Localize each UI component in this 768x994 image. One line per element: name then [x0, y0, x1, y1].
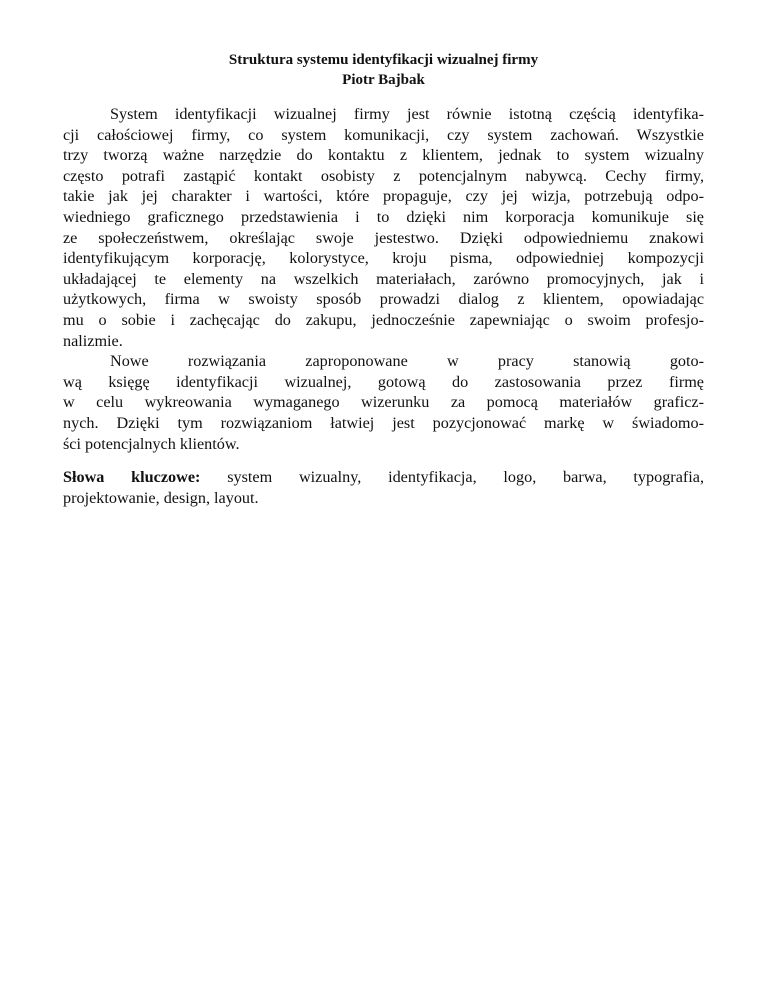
text-line: ze społeczeństwem, określając swoje jestestwo. Dzięki odpowiedniemu znakowi: [63, 228, 704, 247]
text-line: użytkowych, firma w swoisty sposób prowadzi dialog z klientem, opowiadając: [63, 290, 704, 309]
text-line: w celu wykreowania wymaganego wizerunku za pomocą materiałów graficz-: [63, 393, 704, 412]
abstract-paragraph-1: [63, 104, 704, 351]
text-line: ści potencjalnych klientów.: [63, 434, 240, 453]
text-line: trzy tworzą ważne narzędzie do kontaktu z klientem, jednak to system wizualny: [63, 146, 704, 165]
paper-author: Piotr Bajbak: [342, 72, 425, 88]
text-line: mu o sobie i zachęcając do zakupu, jednocześnie zapewniając o swoim profesjo-: [63, 310, 704, 329]
text-line: często potrafi zastąpić kontakt osobisty z potencjalnym nabywcą. Cechy firmy,: [63, 166, 704, 185]
text-line: nalizmie.: [63, 331, 123, 350]
text-line: Nowe rozwiązania zaproponowane w pracy stanowią goto-: [110, 352, 704, 371]
text-line: cji całościowej firmy, co system komunikacji, czy system zachowań. Wszystkie: [63, 125, 704, 144]
title-block: [63, 50, 704, 90]
text-line: wiedniego graficznego przedstawienia i to dzięki nim korporacja komunikuje się: [63, 207, 704, 226]
text-line: takie jak jej charakter i wartości, które propaguje, czy jej wizja, potrzebują odpo-: [63, 187, 704, 206]
keywords-label: Słowa kluczowe:: [63, 468, 201, 487]
text-line: identyfikującym korporację, kolorystyce, kroju pisma, odpowiedniej kompozycji: [63, 249, 704, 268]
keywords-list: system wizualny, identyfikacja, logo, barwa, typografia,: [227, 468, 704, 487]
keywords: [63, 467, 704, 508]
keywords-line-1: [63, 467, 704, 488]
text-line: układającej te elementy na wszelkich materiałach, zarówno promocyjnych, jak i: [63, 269, 704, 288]
keywords-line-2: projektowanie, design, layout.: [63, 488, 259, 507]
text-line: System identyfikacji wizualnej firmy jest równie istotną częścią identyfika-: [110, 105, 704, 123]
abstract: [63, 104, 704, 454]
abstract-paragraph-2: [63, 351, 704, 454]
paper-title: Struktura systemu identyfikacji wizualnej firmy: [228, 52, 539, 68]
paper-page: [63, 50, 704, 508]
text-line: wą księgę identyfikacji wizualnej, gotową do zastosowania przez firmę: [63, 372, 704, 391]
text-line: nych. Dzięki tym rozwiązaniom łatwiej jest pozycjonować markę w świadomo-: [63, 413, 704, 432]
